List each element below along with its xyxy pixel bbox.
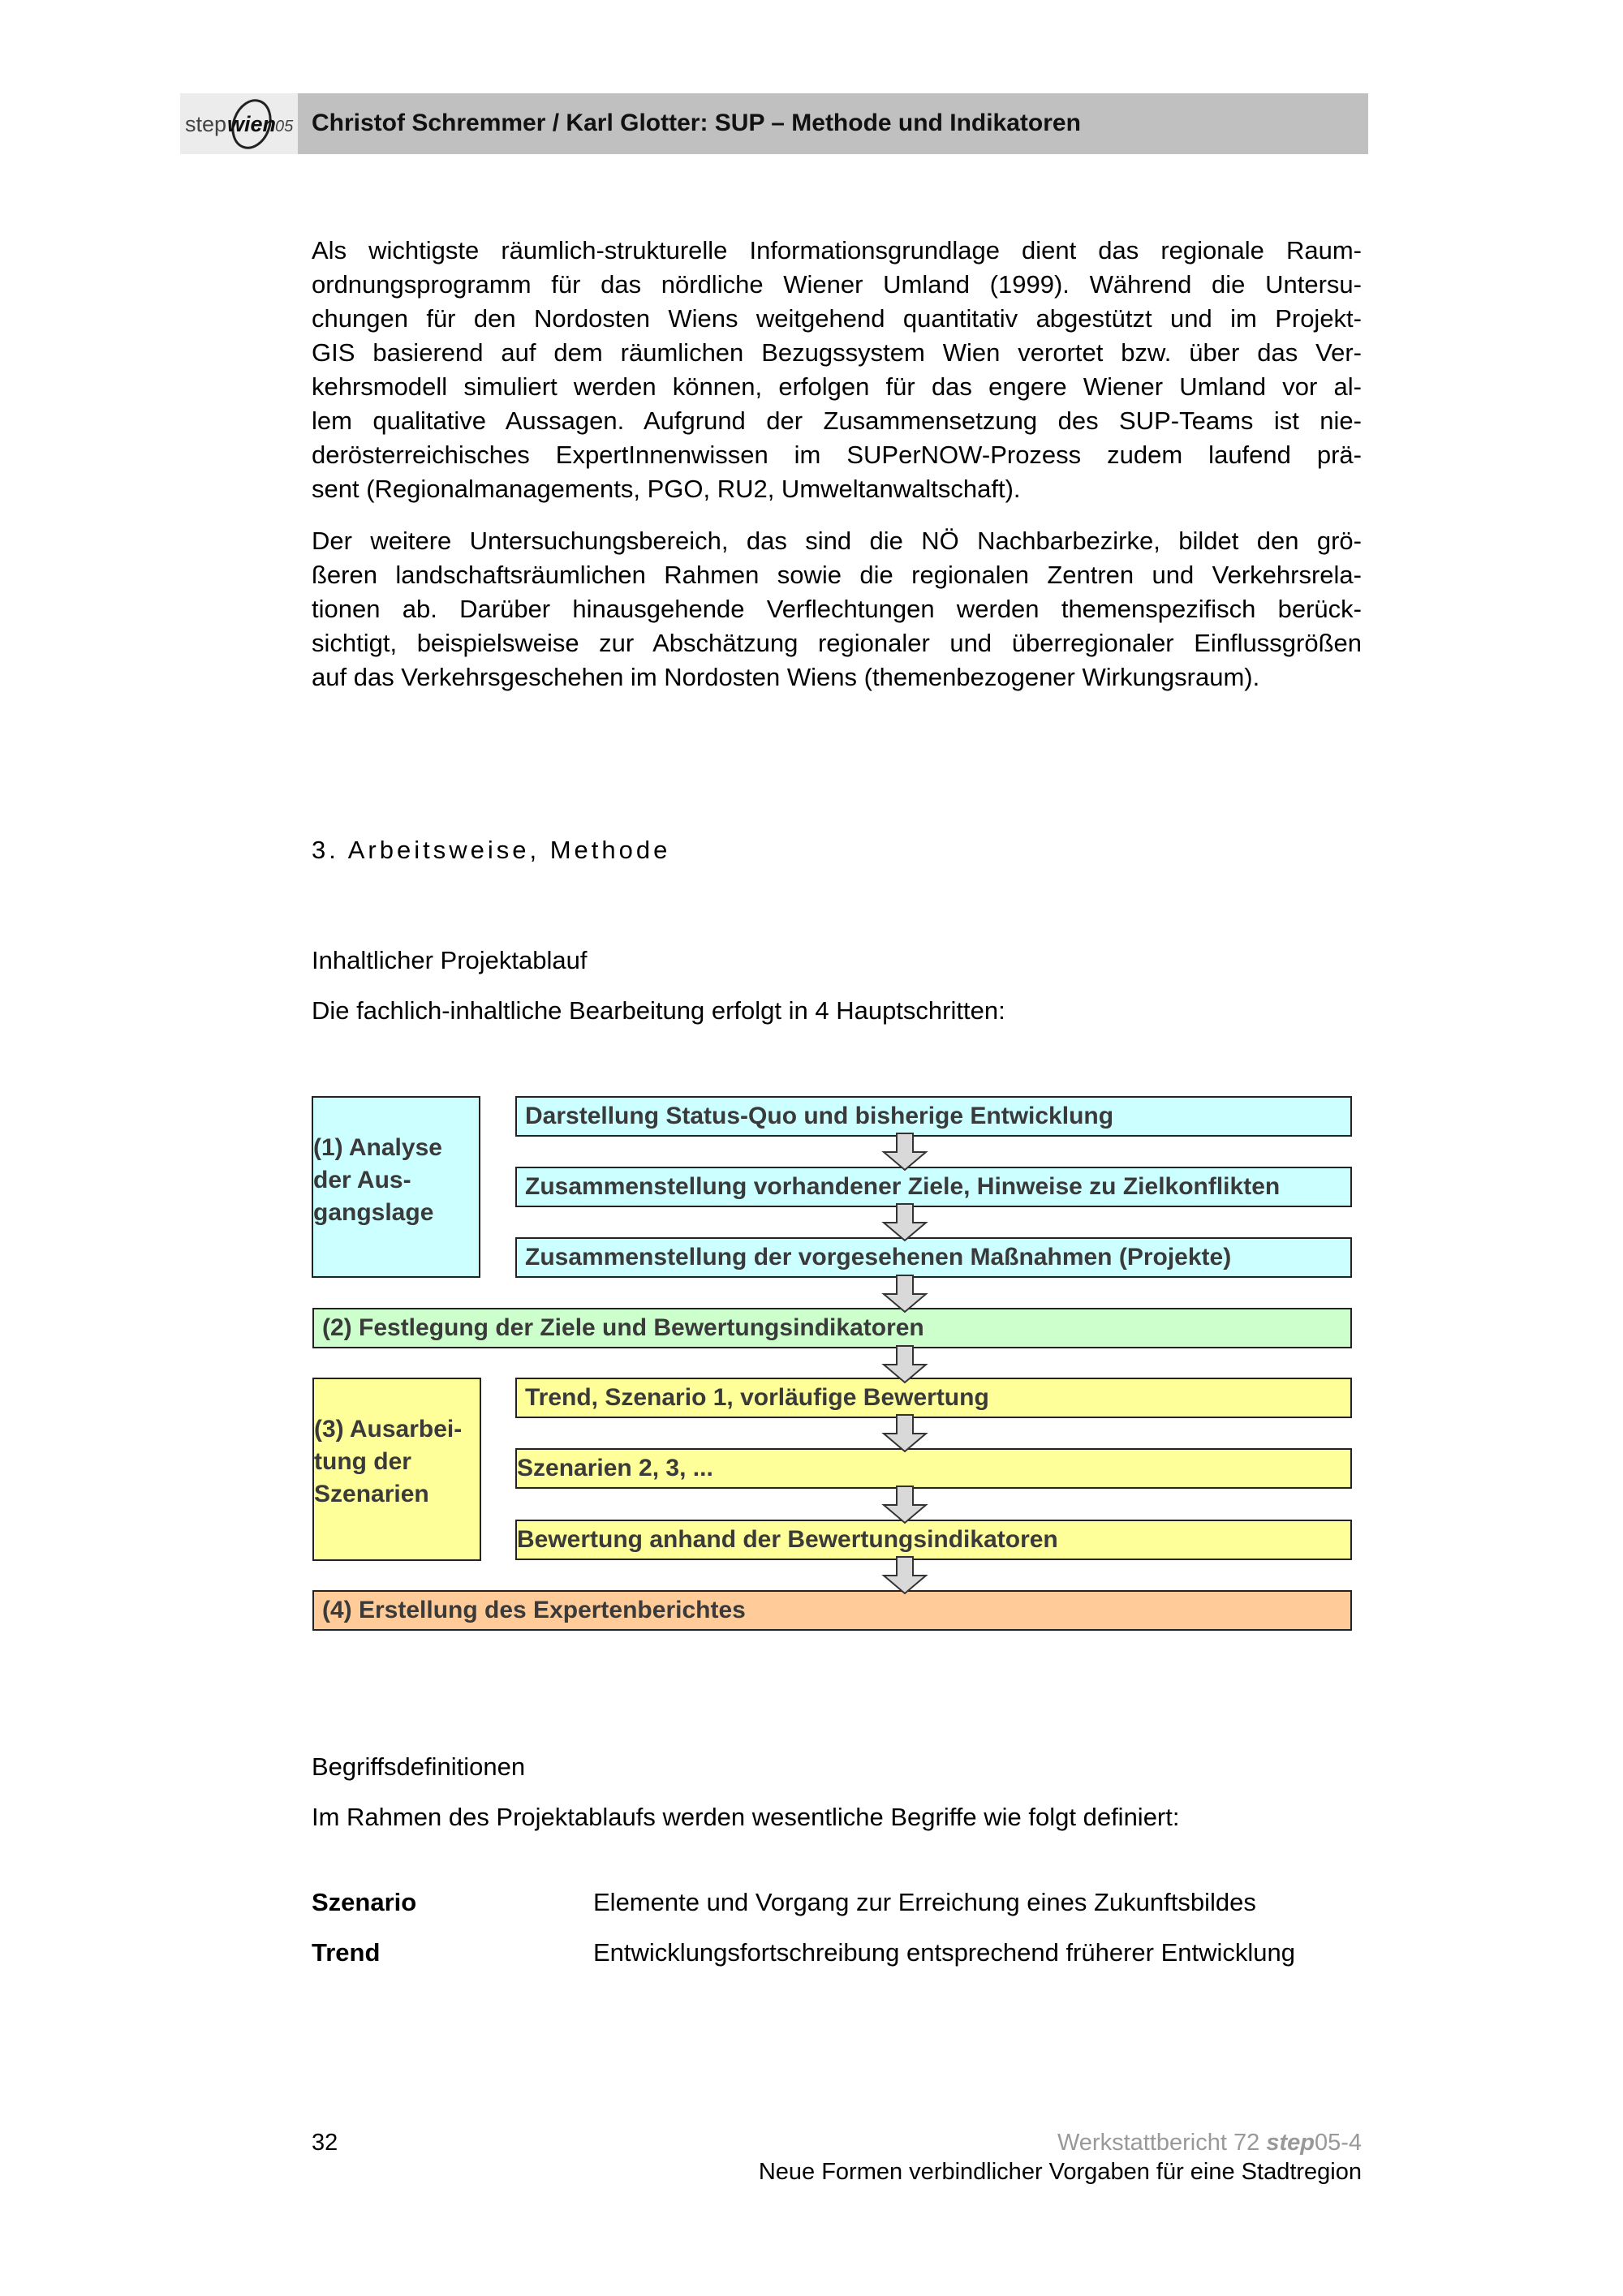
text-line: ßeren landschaftsräumlichen Rahmen sowie die regionalen Zentren und Verkehrsrela-: [312, 561, 1362, 589]
definition-term: Szenario: [312, 1888, 417, 1916]
subheading-projektablauf: Inhaltlicher Projektablauf: [312, 946, 588, 974]
step2-box: (2) Festlegung der Ziele und Bewertungsindikatoren: [312, 1308, 1352, 1348]
subheading-begriffsdefinitionen: Begriffsdefinitionen: [312, 1752, 526, 1781]
text-line: auf das Verkehrsgeschehen im Nordosten Wiens (themenbezogener Wirkungsraum).: [312, 663, 1260, 691]
step1-item-1: Darstellung Status-Quo und bisherige Entwicklung: [515, 1096, 1352, 1137]
text-line: lem qualitative Aussagen. Aufgrund der Zusammensetzung des SUP-Teams ist nie-: [312, 406, 1362, 435]
paragraph-1: [312, 234, 1362, 506]
svg-text:step: step: [185, 112, 227, 136]
step1-item-2: Zusammenstellung vorhandener Ziele, Hinweise zu Zielkonflikten: [515, 1167, 1352, 1207]
text-line: tionen ab. Darüber hinausgehende Verflechtungen werden themenspezifisch berück-: [312, 595, 1362, 623]
text-line: chungen für den Nordosten Wiens weitgehend quantitativ abgestützt und im Projekt-: [312, 304, 1362, 333]
step1-item-3: Zusammenstellung der vorgesehenen Maßnahmen (Projekte): [515, 1237, 1352, 1278]
paragraph-2: [312, 524, 1362, 694]
text-line: Der weitere Untersuchungsbereich, das sind die NÖ Nachbarbezirke, bildet den grö-: [312, 527, 1362, 555]
page-number: 32: [312, 2130, 338, 2156]
text-line: sent (Regionalmanagements, PGO, RU2, Umweltanwaltschaft).: [312, 475, 1021, 503]
down-arrow-icon: [880, 1345, 929, 1386]
text-line: derösterreichisches ExpertInnenwissen im SUPerNOW-Prozess zudem laufend prä-: [312, 441, 1362, 469]
text-line: sichtigt, beispielsweise zur Abschätzung regionaler und überregionaler Einflussgrößen: [312, 629, 1362, 657]
step1-label: (1) Analyse der Aus-gangslage: [313, 1134, 442, 1226]
intro-text: Die fachlich-inhaltliche Bearbeitung erfolgt in 4 Hauptschritten:: [312, 996, 1005, 1025]
footer-reference: [1057, 2130, 1362, 2156]
step1-label-box: [312, 1096, 480, 1278]
footer-ref-suffix: 05-4: [1314, 2130, 1362, 2156]
down-arrow-icon: [880, 1133, 929, 1173]
step4-box: (4) Erstellung des Expertenberichtes: [312, 1590, 1352, 1631]
stepwien-logo: [180, 93, 298, 154]
text-line: kehrsmodell simuliert werden können, erfolgen für das engere Wiener Umland vor al-: [312, 372, 1362, 401]
definitions-intro: Im Rahmen des Projektablaufs werden wesentliche Begriffe wie folgt definiert:: [312, 1803, 1180, 1831]
svg-text:wien: wien: [227, 112, 277, 136]
down-arrow-icon: [880, 1275, 929, 1315]
text-line: Als wichtigste räumlich-strukturelle Informationsgrundlage dient das regionale Raum-: [312, 236, 1362, 264]
definition-text: Entwicklungsfortschreibung entsprechend früherer Entwicklung: [593, 1938, 1296, 1967]
header-title: Christof Schremmer / Karl Glotter: SUP – Methode und Indikatoren: [312, 110, 1081, 136]
text-line: GIS basierend auf dem räumlichen Bezugssystem Wien verortet bzw. über das Ver-: [312, 338, 1362, 367]
step3-item-2: Szenarien 2, 3, ...: [515, 1448, 1352, 1489]
step3-item-1: Trend, Szenario 1, vorläufige Bewertung: [515, 1378, 1352, 1418]
step3-item-3: Bewertung anhand der Bewertungsindikatoren: [515, 1520, 1352, 1560]
down-arrow-icon: [880, 1556, 929, 1597]
svg-text:05: 05: [275, 118, 294, 135]
step3-label-box: [312, 1378, 481, 1561]
page-header: [180, 93, 1368, 154]
down-arrow-icon: [880, 1414, 929, 1455]
down-arrow-icon: [880, 1486, 929, 1526]
footer-ref-bold: step: [1266, 2130, 1315, 2156]
definition-term: Trend: [312, 1938, 381, 1967]
down-arrow-icon: [880, 1203, 929, 1244]
footer-subtitle: Neue Formen verbindlicher Vorgaben für eine Stadtregion: [758, 2159, 1362, 2185]
step3-label: (3) Ausarbei-tung der Szenarien: [314, 1416, 463, 1507]
text-line: ordnungsprogramm für das nördliche Wiener Umland (1999). Während die Untersu-: [312, 270, 1362, 299]
footer-ref-prefix: Werkstattbericht 72: [1057, 2130, 1267, 2156]
section-heading: 3. Arbeitsweise, Methode: [312, 836, 671, 864]
definition-text: Elemente und Vorgang zur Erreichung eines Zukunftsbildes: [593, 1888, 1256, 1916]
